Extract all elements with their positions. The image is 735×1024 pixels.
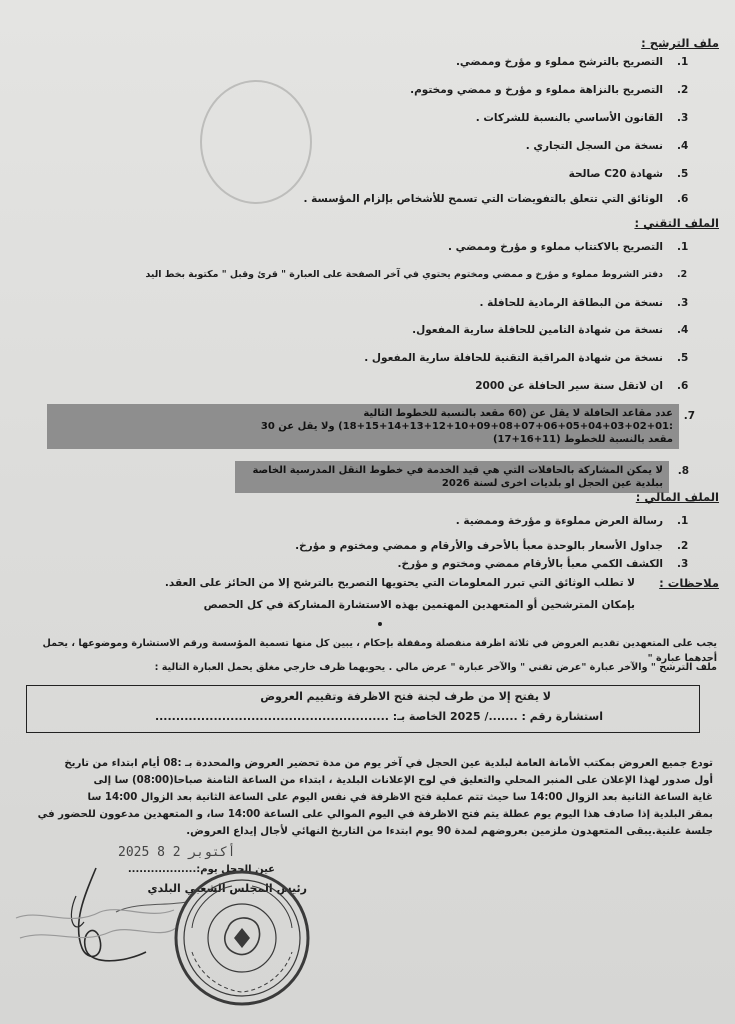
- candidacy-item-text: القانون الأساسي بالنسبة للشركات .: [475, 112, 663, 124]
- candidacy-item-2: [35, 83, 695, 97]
- deposit-line-1: تودع جميع العروض بمكتب الأمانة العامة لبلدية عين الحجل في آخر يوم من مدة تحضير العروض والمحددة بـ :08 أيام ابتداء من تاريخ: [64, 758, 713, 769]
- financial-item-text: جداول الأسعار بالوحدة معبأ بالأحرف والأرقام و ممضي ومختوم و مؤرخ.: [295, 540, 663, 552]
- signature-place: عين الحجل يوم:..................: [127, 864, 275, 875]
- deposit-line-5: جلسة علنية.يبقى المتعهدون ملزمين بعروضهم لمدة 90 يوم ابتدءا من التاريخ النهائي لأجال إيداع العروض.: [186, 826, 713, 837]
- technical-title: الملف التقني :: [634, 216, 719, 230]
- financial-item-number: 3.: [677, 558, 689, 570]
- technical-item-number: 6.: [677, 380, 689, 392]
- technical-item-7-num: 7.: [683, 410, 695, 422]
- deposit-line-2: أول صدور لهذا الإعلان على المنبر المحلي والتعليق في لوح الإعلانات البلدية ، ابتداء من الساعة الثامنة صباحا(08:00) سا إلى: [93, 775, 713, 786]
- separator-dot: [378, 622, 382, 626]
- envelope-line-1: لا يفتح إلا من طرف لجنة فتح الاظرفة وتقييم العروض: [260, 690, 551, 703]
- technical-item-8: لا يمكن المشاركة بالحافلات التي هي قيد الخدمة في خطوط النقل المدرسية الخاصة ببلدية عين الحجل او بلديات اخرى لسنة 2026: [235, 461, 669, 493]
- candidacy-item-3: [35, 111, 695, 125]
- technical-item-6: [35, 379, 695, 393]
- notes-line-2: بإمكان المترشحين أو المتعهدين المهتمين بهذه الاستشارة المشاركة في كل الحصص: [203, 599, 635, 611]
- candidacy-item-text: التصريح بالنزاهة مملوء و مؤرخ و ممضي ومختوم.: [410, 84, 663, 96]
- deposit-line-4: بمقر البلدية إذا صادف هذا اليوم يوم عطلة يتم فتح الاظرفة في اليوم الموالي على الساعة 14:00 سا، و المتعهدين مدعوون للحضور في: [37, 809, 713, 820]
- candidacy-item-1: [35, 55, 695, 69]
- technical-item-7-line1: عدد مقاعد الحافلة لا يقل عن (60 مقعد بالنسبة للخطوط التالية :01+02+03+04+05+06+07+08+09+10+12+13+14+15+18) ولا يقل عن 30: [260, 408, 673, 432]
- candidacy-item-number: 6.: [677, 193, 689, 205]
- technical-item-number: 4.: [677, 324, 689, 336]
- candidacy-item-6: [35, 192, 695, 206]
- financial-item-text: رسالة العرض مملوءة و مؤرخة وممضية .: [455, 515, 663, 527]
- notes-line-1: لا تطلب الوثائق التي تبرر المعلومات التي يحتويها التصريح بالترشح إلا من الحائز على العقد.: [164, 577, 635, 589]
- technical-item-3: [35, 296, 695, 310]
- technical-item-number: 3.: [677, 297, 689, 309]
- faint-handwritten-stamp: [10, 898, 180, 958]
- technical-item-7-line2: مقعد بالنسبة للخطوط (11+16+17): [492, 434, 673, 445]
- technical-item-5: [35, 351, 695, 365]
- candidacy-item-text: الوثائق التي تتعلق بالتفويضات التي تسمح للأشخاص بإلزام المؤسسة .: [303, 193, 663, 205]
- submission-line-1: يجب على المتعهدين تقديم العروض في ثلاثة اظرفة منفصلة ومقفلة بإحكام ، يبين كل منها تسمية المؤسسة ورقم الاستشارة وموضوعها ، يحمل أحدهما عبارة ": [42, 638, 717, 664]
- technical-item-text: نسخة من شهادة التامين للحافلة سارية المفعول.: [412, 324, 663, 336]
- candidacy-item-text: نسخة من السجل التجاري .: [525, 140, 663, 152]
- financial-title: الملف المالي :: [635, 490, 719, 504]
- financial-item-number: 2.: [677, 540, 689, 552]
- envelope-line-2: استشارة رقم : ......./ 2025 الخاصة بـ: ........................................................: [154, 710, 603, 723]
- margin-mark: [0, 876, 8, 893]
- technical-item-text: دفتر الشروط مملوء و مؤرخ و ممضي ومختوم يحتوي في آخر الصفحة على العبارة " قرئ وقبل " مكتوبة بخط اليد: [145, 269, 663, 280]
- candidacy-item-4: [35, 139, 695, 153]
- candidacy-item-5: [35, 167, 695, 181]
- technical-item-2: [35, 268, 695, 282]
- candidacy-item-number: 4.: [677, 140, 689, 152]
- candidacy-item-number: 5.: [677, 168, 689, 180]
- candidacy-title: ملف الترشح :: [641, 36, 719, 50]
- date-stamp: 2025 أكتوبر 2 8: [118, 845, 236, 860]
- technical-item-4: [35, 323, 695, 337]
- technical-item-7: [47, 404, 679, 449]
- submission-line-2: ملف الترشح " والآخر عبارة "عرض تقني " والآخر عبارة " عرض مالي . يحويهما ظرف خارجي مغلق يحمل العبارة التالية :: [154, 662, 717, 673]
- technical-item-number: 2.: [677, 269, 688, 280]
- candidacy-item-text: شهادة C20 صالحة: [568, 168, 663, 180]
- technical-item-text: التصريح بالاكتتاب مملوء و مؤرخ وممضي .: [447, 241, 663, 253]
- technical-item-1: [35, 240, 695, 254]
- financial-item-1: [35, 514, 695, 528]
- candidacy-item-number: 2.: [677, 84, 689, 96]
- technical-item-number: 1.: [677, 241, 689, 253]
- financial-item-number: 1.: [677, 515, 689, 527]
- financial-item-2: [35, 539, 695, 553]
- deposit-line-3: غاية الساعة الثانية بعد الزوال 14:00 سا حيث تتم عملية فتح الاظرفة في نفس اليوم على الساعة الثانية بعد الزوال 14:00 سا: [87, 792, 713, 803]
- technical-item-text: ان لاتقل سنة سير الحافلة عن 2000: [475, 380, 663, 392]
- official-round-stamp: [172, 868, 312, 1008]
- notes-title: ملاحظات :: [659, 576, 719, 590]
- financial-item-3: [35, 557, 695, 571]
- financial-item-text: الكشف الكمي معبأ بالأرقام ممضي ومختوم و مؤرخ.: [397, 558, 663, 570]
- technical-item-text: نسخة من شهادة المراقبة التقنية للحافلة سارية المفعول .: [364, 352, 663, 364]
- candidacy-item-number: 1.: [677, 56, 689, 68]
- envelope-box: [26, 685, 700, 733]
- candidacy-item-text: التصريح بالترشح مملوء و مؤرخ وممضي.: [455, 56, 663, 68]
- technical-item-8-num: 8.: [677, 465, 689, 477]
- technical-item-text: نسخة من البطاقة الرمادية للحافلة .: [479, 297, 663, 309]
- technical-item-number: 5.: [677, 352, 689, 364]
- signature-role: رئيس المجلس الشعبي البلدي: [147, 882, 307, 895]
- candidacy-item-number: 3.: [677, 112, 689, 124]
